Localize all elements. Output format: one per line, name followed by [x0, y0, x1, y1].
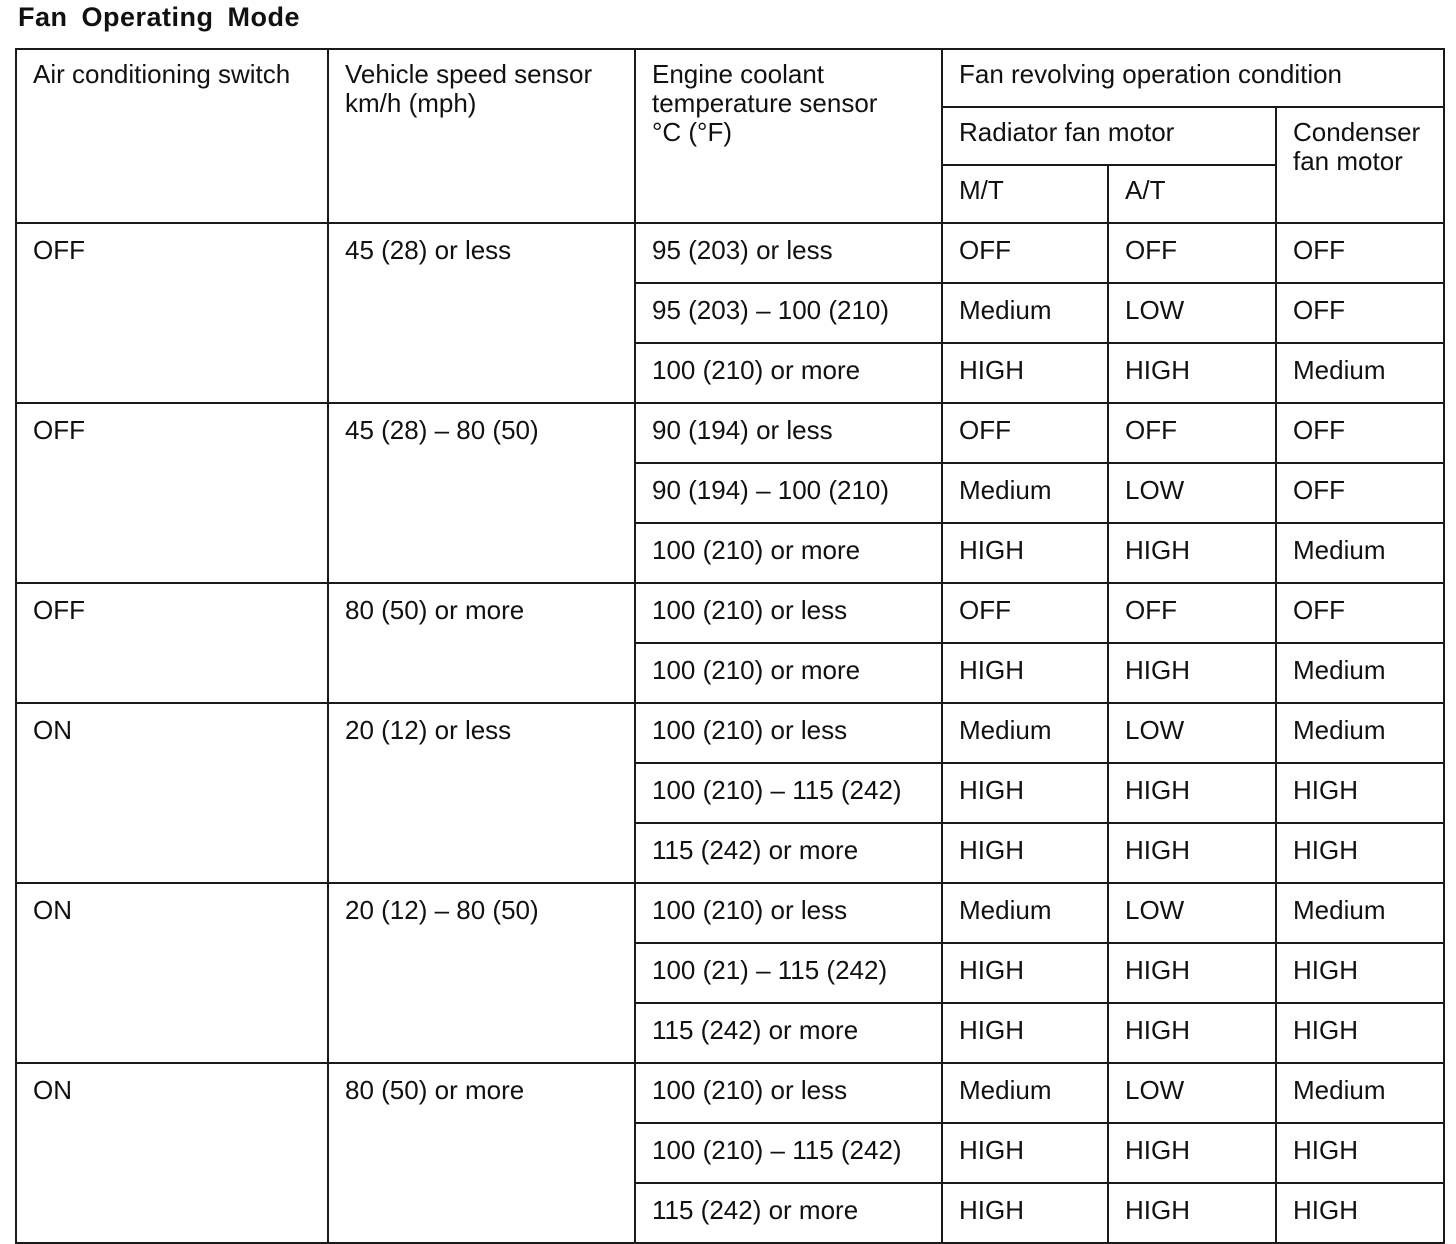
radiator-at-cell: HIGH: [1108, 1183, 1276, 1243]
condenser-fan-cell: Medium: [1276, 1063, 1444, 1123]
ac-switch-cell: OFF: [16, 403, 328, 583]
radiator-at-cell: LOW: [1108, 463, 1276, 523]
vehicle-speed-cell: 80 (50) or more: [328, 583, 635, 703]
radiator-mt-cell: OFF: [942, 403, 1108, 463]
coolant-temp-cell: 100 (210) or more: [635, 523, 942, 583]
radiator-at-cell: HIGH: [1108, 643, 1276, 703]
coolant-temp-cell: 100 (210) or less: [635, 883, 942, 943]
condenser-fan-cell: HIGH: [1276, 943, 1444, 1003]
condenser-fan-cell: HIGH: [1276, 763, 1444, 823]
coolant-temp-cell: 90 (194) or less: [635, 403, 942, 463]
radiator-at-cell: HIGH: [1108, 523, 1276, 583]
header-radiator-fan: Radiator fan motor: [942, 107, 1276, 165]
ac-switch-cell: OFF: [16, 223, 328, 403]
fan-operating-mode-table: [15, 48, 1445, 1244]
radiator-mt-cell: HIGH: [942, 823, 1108, 883]
radiator-mt-cell: OFF: [942, 583, 1108, 643]
table-row: [16, 403, 1444, 463]
coolant-temp-cell: 115 (242) or more: [635, 1003, 942, 1063]
condenser-fan-cell: OFF: [1276, 463, 1444, 523]
condenser-fan-cell: OFF: [1276, 403, 1444, 463]
condenser-fan-cell: Medium: [1276, 703, 1444, 763]
radiator-mt-cell: Medium: [942, 703, 1108, 763]
condenser-fan-cell: OFF: [1276, 223, 1444, 283]
coolant-temp-cell: 100 (210) – 115 (242): [635, 1123, 942, 1183]
table-row: [16, 1063, 1444, 1123]
condenser-fan-cell: Medium: [1276, 523, 1444, 583]
radiator-at-cell: HIGH: [1108, 823, 1276, 883]
radiator-mt-cell: HIGH: [942, 763, 1108, 823]
radiator-at-cell: OFF: [1108, 223, 1276, 283]
radiator-at-cell: LOW: [1108, 283, 1276, 343]
radiator-at-cell: HIGH: [1108, 763, 1276, 823]
page-title: Fan Operating Mode: [18, 2, 301, 32]
radiator-at-cell: OFF: [1108, 403, 1276, 463]
condenser-fan-cell: Medium: [1276, 883, 1444, 943]
radiator-mt-cell: HIGH: [942, 523, 1108, 583]
coolant-temp-cell: 90 (194) – 100 (210): [635, 463, 942, 523]
ac-switch-cell: OFF: [16, 583, 328, 703]
vehicle-speed-cell: 45 (28) or less: [328, 223, 635, 403]
coolant-temp-cell: 100 (210) – 115 (242): [635, 763, 942, 823]
table-row: [16, 883, 1444, 943]
header-fan-condition: Fan revolving operation condition: [942, 49, 1444, 107]
radiator-mt-cell: Medium: [942, 283, 1108, 343]
header-condenser-fan: Condenser fan motor: [1276, 107, 1444, 223]
condenser-fan-cell: HIGH: [1276, 1183, 1444, 1243]
vehicle-speed-cell: 20 (12) or less: [328, 703, 635, 883]
condenser-fan-cell: Medium: [1276, 643, 1444, 703]
coolant-temp-cell: 95 (203) – 100 (210): [635, 283, 942, 343]
table-row: [16, 703, 1444, 763]
header-vehicle-speed: Vehicle speed sensor km/h (mph): [328, 49, 635, 223]
radiator-mt-cell: HIGH: [942, 943, 1108, 1003]
header-coolant-temp: Engine coolant temperature sensor °C (°F): [635, 49, 942, 223]
radiator-at-cell: HIGH: [1108, 1003, 1276, 1063]
vehicle-speed-cell: 20 (12) – 80 (50): [328, 883, 635, 1063]
coolant-temp-cell: 100 (210) or less: [635, 703, 942, 763]
header-at: A/T: [1108, 165, 1276, 223]
condenser-fan-cell: OFF: [1276, 283, 1444, 343]
coolant-temp-cell: 100 (210) or less: [635, 1063, 942, 1123]
radiator-mt-cell: OFF: [942, 223, 1108, 283]
radiator-at-cell: HIGH: [1108, 943, 1276, 1003]
condenser-fan-cell: HIGH: [1276, 823, 1444, 883]
coolant-temp-cell: 95 (203) or less: [635, 223, 942, 283]
ac-switch-cell: ON: [16, 1063, 328, 1243]
radiator-mt-cell: Medium: [942, 1063, 1108, 1123]
coolant-temp-cell: 100 (210) or less: [635, 583, 942, 643]
radiator-at-cell: LOW: [1108, 1063, 1276, 1123]
coolant-temp-cell: 115 (242) or more: [635, 823, 942, 883]
header-mt: M/T: [942, 165, 1108, 223]
coolant-temp-cell: 100 (210) or more: [635, 643, 942, 703]
radiator-at-cell: OFF: [1108, 583, 1276, 643]
coolant-temp-cell: 100 (210) or more: [635, 343, 942, 403]
condenser-fan-cell: HIGH: [1276, 1123, 1444, 1183]
radiator-at-cell: HIGH: [1108, 343, 1276, 403]
radiator-mt-cell: HIGH: [942, 343, 1108, 403]
radiator-at-cell: LOW: [1108, 883, 1276, 943]
condenser-fan-cell: OFF: [1276, 583, 1444, 643]
coolant-temp-cell: 115 (242) or more: [635, 1183, 942, 1243]
radiator-mt-cell: HIGH: [942, 1123, 1108, 1183]
table-row: [16, 223, 1444, 283]
vehicle-speed-cell: 80 (50) or more: [328, 1063, 635, 1243]
radiator-mt-cell: Medium: [942, 463, 1108, 523]
ac-switch-cell: ON: [16, 703, 328, 883]
table-row: [16, 583, 1444, 643]
radiator-at-cell: HIGH: [1108, 1123, 1276, 1183]
header-row-1: [16, 49, 1444, 107]
ac-switch-cell: ON: [16, 883, 328, 1063]
radiator-at-cell: LOW: [1108, 703, 1276, 763]
radiator-mt-cell: HIGH: [942, 1183, 1108, 1243]
radiator-mt-cell: HIGH: [942, 643, 1108, 703]
header-ac-switch: Air conditioning switch: [16, 49, 328, 223]
condenser-fan-cell: Medium: [1276, 343, 1444, 403]
condenser-fan-cell: HIGH: [1276, 1003, 1444, 1063]
coolant-temp-cell: 100 (21) – 115 (242): [635, 943, 942, 1003]
radiator-mt-cell: Medium: [942, 883, 1108, 943]
radiator-mt-cell: HIGH: [942, 1003, 1108, 1063]
vehicle-speed-cell: 45 (28) – 80 (50): [328, 403, 635, 583]
